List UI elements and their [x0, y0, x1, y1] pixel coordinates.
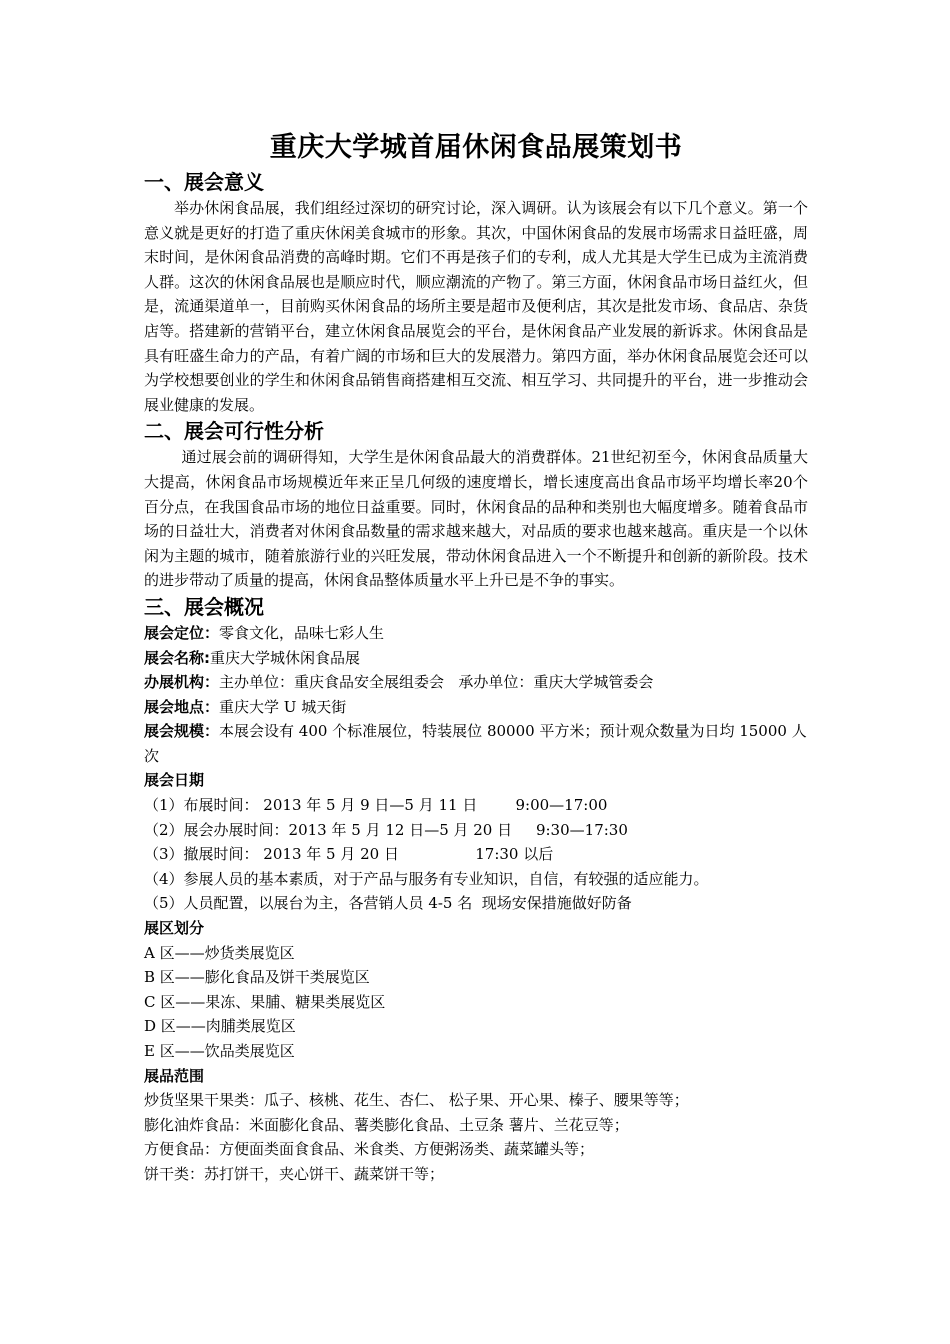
overview-scale-value: 本展会设有 400 个标准展位，特装展位 80000 平方米；预计观众数量为日均 15000 人次: [144, 722, 807, 765]
zones-item: A 区——炒货类展览区: [144, 943, 295, 962]
document-page: [144, 128, 808, 1187]
scope-item: 饼干类：苏打饼干，夹心饼干、蔬菜饼干等；: [144, 1164, 445, 1183]
overview-scale-label: 展会规模：: [144, 722, 220, 741]
dates-item: （5）人员配置，以展台为主，各营销人员 4-5 名 现场安保措施做好防备: [144, 894, 632, 913]
zones-item: D 区——肉脯类展览区: [144, 1017, 296, 1036]
overview-organizer: [144, 670, 808, 695]
dates-item: （3）撤展时间： 2013 年 5 月 20 日 17:30 以后: [144, 845, 554, 864]
section-heading-feasibility: 二、展会可行性分析: [144, 419, 324, 444]
zones-item: B 区——膨化食品及饼干类展览区: [144, 968, 370, 987]
zones-heading: 展区划分: [144, 919, 205, 938]
overview-organizer-label: 办展机构：: [144, 673, 220, 692]
dates-item: （4）参展人员的基本素质，对于产品与服务有专业知识，自信，有较强的适应能力。: [144, 869, 709, 888]
overview-name: [144, 646, 808, 671]
scope-heading: 展品范围: [144, 1066, 205, 1085]
dates-item: （1）布展时间： 2013 年 5 月 9 日—5 月 11 日 9:00—17:00: [144, 796, 608, 815]
zones-item: E 区——饮品类展览区: [144, 1042, 295, 1060]
overview-name-value: 重庆大学城休闲食品展: [210, 648, 361, 667]
overview-venue-value: 重庆大学 U 城天街: [219, 697, 347, 716]
overview-venue: [144, 695, 808, 720]
overview-scale: [144, 719, 808, 768]
overview-positioning: [144, 621, 808, 646]
section-heading-significance: 一、展会意义: [144, 170, 264, 194]
dates-item: （2）展会办展时间：2013 年 5 月 12 日—5 月 20 日 9:30—17:30: [144, 820, 628, 839]
overview-name-label: 展会名称:: [144, 648, 210, 667]
overview-positioning-label: 展会定位：: [144, 623, 220, 642]
zones-item: C 区——果冻、果脯、糖果类展览区: [144, 992, 386, 1011]
overview-positioning-value: 零食文化，品味七彩人生: [219, 623, 385, 642]
overview-organizer-value: 主办单位：重庆食品安全展组委会 承办单位：重庆大学城管委会: [219, 673, 654, 692]
scope-item: 炒货坚果干果类：瓜子、核桃、花生、杏仁、 松子果、开心果、榛子、腰果等等；: [144, 1091, 689, 1110]
overview-venue-label: 展会地点：: [144, 697, 220, 716]
dates-heading: 展会日期: [144, 771, 205, 790]
scope-item: 方便食品：方便面类面食食品、米食类、方便粥汤类、蔬菜罐头等；: [144, 1140, 595, 1159]
scope-item: 膨化油炸食品：米面膨化食品、薯类膨化食品、土豆条 薯片、兰花豆等；: [144, 1115, 629, 1134]
section-paragraph-feasibility: 通过展会前的调研得知，大学生是休闲食品最大的消费群体。21世纪初至今，休闲食品质量大大提高，休闲食品市场规模近年来正呈几何级的速度增长，增长速度高出食品市场平均增长率20个百分点，在我国食品市场的地位日益重要。同时，休闲食品的品种和类别也大幅度增多。随着食品市场的日益壮大，消费者对休闲食品数量的需求越来越大，对品质的要求也越来越高。重庆是一个以休闲为主题的城市，随着旅游行业的兴旺发展，带动休闲食品进入一个不断提升和创新的新阶段。技术的进步带动了质量的提高，休闲食品整体质量水平上升已是不争的事实。: [144, 448, 808, 590]
section-paragraph-significance: 举办休闲食品展，我们组经过深切的研究讨论，深入调研。认为该展会有以下几个意义。第一个意义就是更好的打造了重庆休闲美食城市的形象。其次，中国休闲食品的发展市场需求日益旺盛，周末时间，是休闲食品消费的高峰时期。它们不再是孩子们的专利，成人尤其是大学生已成为主流消费人群。这次的休闲食品展也是顺应时代，顺应潮流的产物了。第三方面，休闲食品市场日益红火，但是，流通渠道单一，目前购买休闲食品的场所主要是超市及便利店，其次是批发市场、食品店、杂货店等。搭建新的营销平台，建立休闲食品展览会的平台，是休闲食品产业发展的新诉求。休闲食品是具有旺盛生命力的产品，有着广阔的市场和巨大的发展潜力。第四方面，举办休闲食品展览会还可以为学校想要创业的学生和休闲食品销售商搭建相互交流、相互学习、共同提升的平台，进一步推动会展业健康的发展。: [144, 199, 808, 414]
document-title: 重庆大学城首届休闲食品展策划书: [269, 132, 683, 163]
section-heading-overview: 三、展会概况: [144, 594, 264, 619]
